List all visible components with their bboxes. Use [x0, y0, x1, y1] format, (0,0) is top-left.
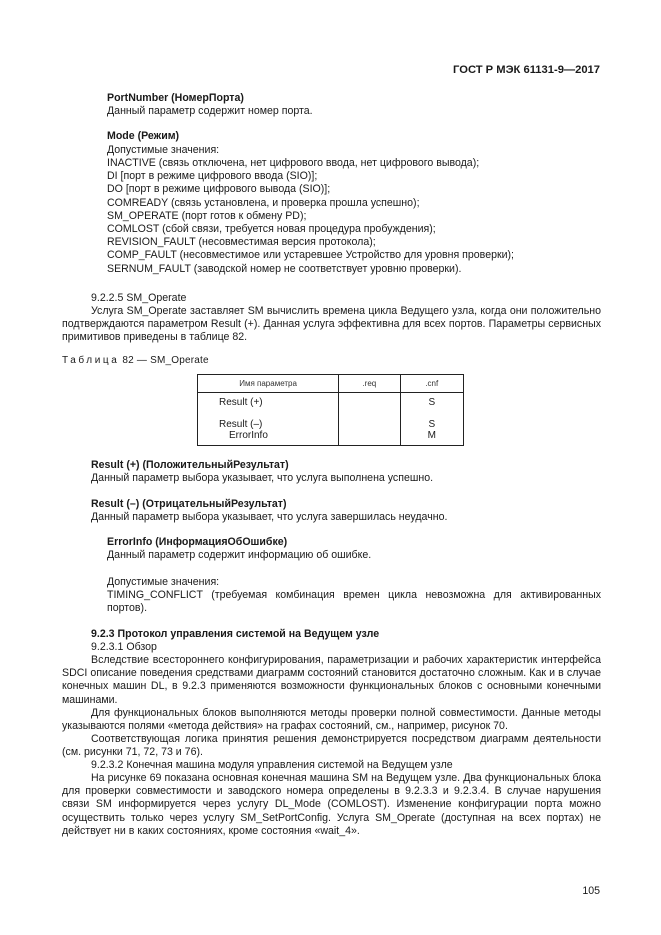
mode-heading: Mode (Режим) [107, 130, 180, 142]
table-cell-req-value [339, 397, 399, 408]
errorinfo-timing [107, 589, 601, 615]
section-9231-title: 9.2.3.1 Обзор [91, 641, 157, 653]
mode-value: DO [порт в режиме цифрового вывода (SIO)]; [107, 183, 331, 196]
result-neg-heading: Result (–) (ОтрицательныйРезультат) [91, 498, 287, 510]
section-9232-title: 9.2.3.2 Конечная машина модуля управления системой на Ведущем узле [91, 759, 453, 771]
mode-value: SERNUM_FAULT (заводской номер не соответствует уровню проверки). [107, 262, 462, 275]
mode-value: SM_OPERATE (порт готов к обмену PD); [107, 209, 307, 222]
errorinfo-heading: ErrorInfo (ИнформацияОбОшибке) [107, 536, 288, 548]
table-cell-req [339, 393, 400, 446]
section-9225-para: Услуга SM_Operate заставляет SM вычислить времена цикла Ведущего узла, когда они положительно подтверждаются параметром Result (+). Данная услуга эффективна для всех портов. Параметры сервисных примитивов приведены в таблице 82. [62, 305, 601, 344]
section-9231-para3: Соответствующая логика принятия решения демонстрируется посредством диаграмм деятельности (см. рисунки 71, 72, 73 и 76). [62, 733, 601, 759]
errorinfo-desc: Данный параметр содержит информацию об ошибке. [107, 549, 372, 561]
document-header: ГОСТ Р МЭК 61131-9—2017 [453, 64, 600, 76]
table-cell-name: Result (–) [219, 419, 263, 430]
table-82 [197, 374, 464, 446]
table-caption-word: Таблица [62, 355, 120, 366]
errorinfo-timing-text: TIMING_CONFLICT (требуемая комбинация времен цикла невозможна для активированных портов). [107, 589, 601, 615]
table-caption [62, 354, 209, 367]
table-cell-cnf-value: M [427, 430, 436, 441]
table-cell-name: Result (+) [219, 397, 263, 408]
mode-value: COMREADY (связь установлена, и проверка прошла успешно); [107, 196, 420, 209]
table-cell-cnf [400, 393, 463, 446]
mode-value: COMP_FAULT (несовместимое или устаревшее Устройство для уровня проверки); [107, 249, 514, 262]
mode-value: REVISION_FAULT (несовместимая версия протокола); [107, 236, 376, 249]
table-cell-names [198, 393, 339, 446]
page-number: 105 [582, 885, 600, 897]
table-header-name: Имя параметра [198, 375, 339, 393]
table-header-cnf: .cnf [400, 375, 463, 393]
table-cell-req-value [339, 430, 399, 441]
mode-value: COMLOST (сбой связи, требуется новая процедура пробуждения); [107, 223, 436, 236]
result-neg-desc: Данный параметр выбора указывает, что услуга завершилась неудачно. [91, 511, 448, 523]
portnumber-desc: Данный параметр содержит номер порта. [107, 105, 313, 117]
table-cell-name: ErrorInfo [229, 430, 268, 441]
result-pos-heading: Result (+) (ПоложительныйРезультат) [91, 459, 289, 471]
table-cell-cnf-value: S [428, 397, 436, 408]
table-cell-req-value [339, 419, 399, 430]
section-9225-title: 9.2.2.5 SM_Operate [91, 292, 187, 304]
portnumber-heading: PortNumber (НомерПорта) [107, 92, 244, 104]
table-row [198, 393, 464, 446]
mode-allowed-label: Допустимые значения: [107, 144, 220, 156]
result-pos-desc: Данный параметр выбора указывает, что услуга выполнена успешно. [91, 472, 434, 484]
mode-value: INACTIVE (связь отключена, нет цифрового ввода, нет цифрового вывода); [107, 157, 480, 169]
table-cell-cnf-value: S [428, 419, 436, 430]
section-923-title: 9.2.3 Протокол управления системой на Ведущем узле [91, 628, 380, 640]
section-9231-para1: Вследствие всестороннего конфигурирования, параметризации и рабочих характеристик интерфейса SDCI описание поведения средствами диаграмм состояний становится достаточно сложным. Как и в случае конечных машин DL, в 9.2.3 применяются возможности функциональных блоков с основными конечными машинами. [62, 654, 601, 706]
table-header-row [198, 375, 464, 393]
mode-value-list [107, 157, 514, 276]
table-header-req: .req [339, 375, 400, 393]
mode-value: DI [порт в режиме цифрового ввода (SIO)]; [107, 170, 318, 183]
errorinfo-allowed-label: Допустимые значения: [107, 576, 220, 588]
section-9231-para2: Для функциональных блоков выполняются методы проверки полной совместимости. Данные методы указываются полями «метода действия» на графах состояний, см., например, рисунок 70. [62, 707, 601, 733]
section-9232-para: На рисунке 69 показана основная конечная машина SM на Ведущем узле. Два функциональных блока для проверки совместимости и заводского номера определены в 9.2.3.3 и 9.2.3.4. В случае нарушения связи SM информируется через услугу DL_Mode (COMLOST). Изменение конфигурации порта можно осуществить только через услугу SM_SetPortConfig. Услуга SM_Operate (доступная на всех портах) не действует ни в каких состояниях, кроме состояния «wait_4». [62, 772, 601, 837]
table-caption-rest: 82 — SM_Operate [122, 355, 209, 366]
